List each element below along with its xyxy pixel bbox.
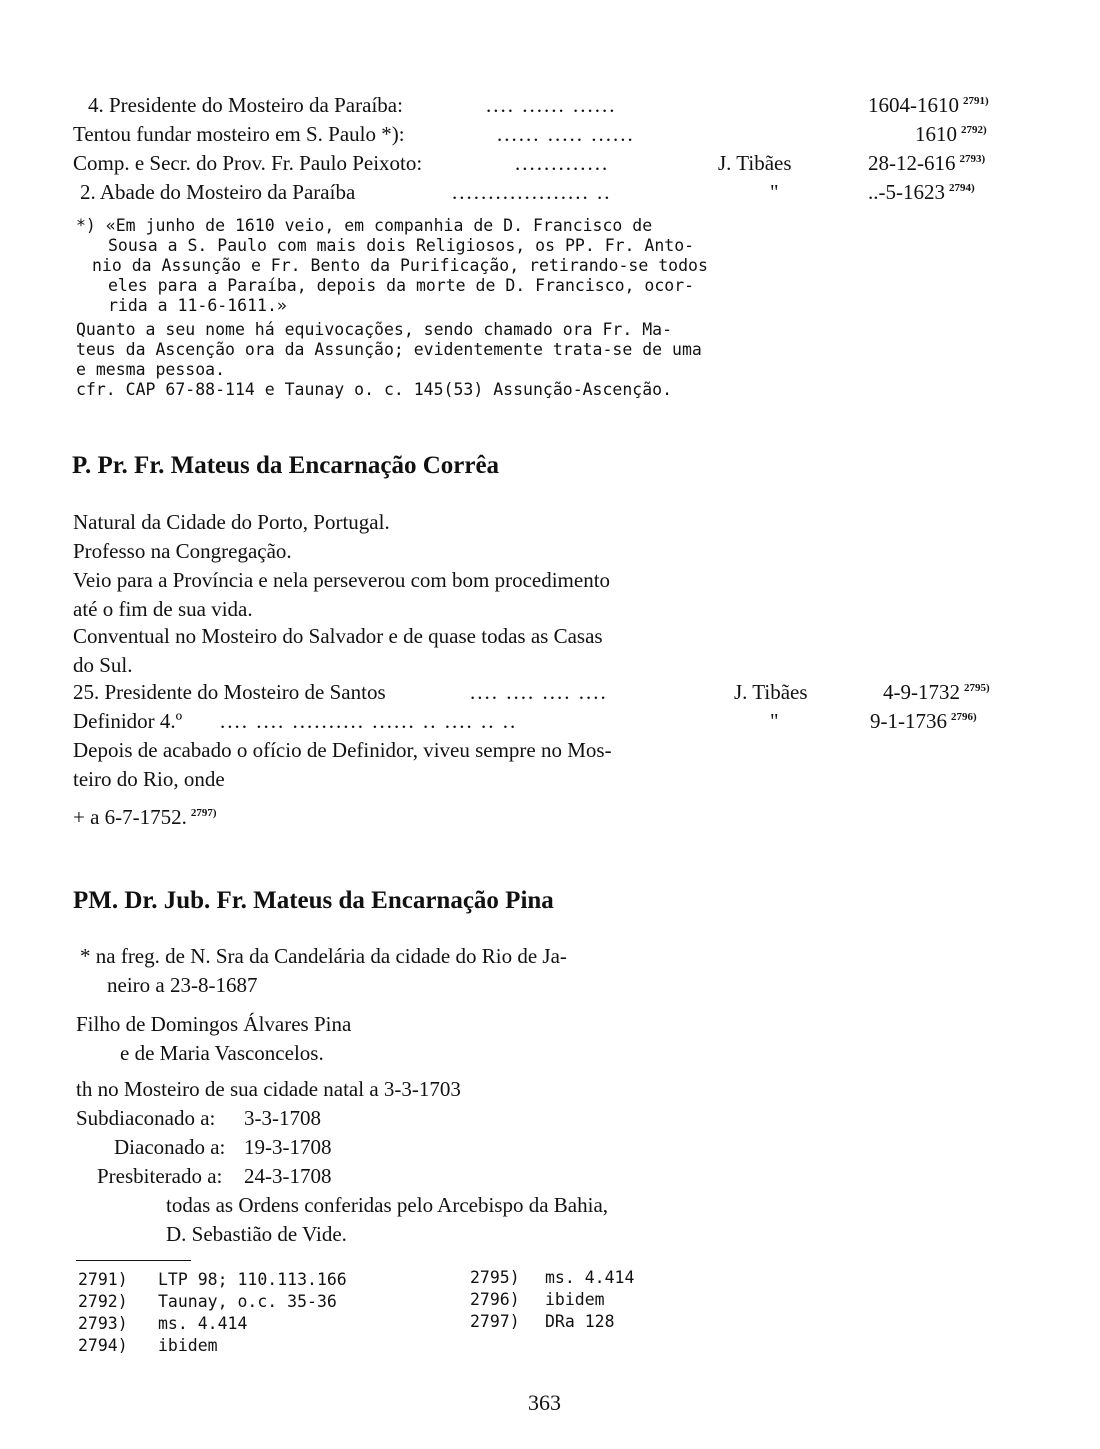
profession-line: th no Mosteiro de sua cidade natal a 3-3-1703 [76,1077,461,1101]
birth-line: * na freg. de N. Sra da Candelária da cidade do Rio de Ja- [80,944,567,968]
footnote-text: ibidem [158,1336,218,1355]
footnote-ref: 2793) [959,153,986,165]
office-date-cell [883,680,990,705]
footnote-number: 2792) [78,1292,128,1311]
top-row-label: 2. Abade do Mosteiro da Paraíba [80,180,356,204]
top-row-date-cell [868,151,985,176]
body-line: Professo na Congregação. [73,539,292,563]
note-line: eles para a Paraíba, depois da morte de D. Francisco, ocor- [108,276,695,295]
top-row-date: 28-12-616 [868,151,956,175]
footnote-number: 2795) [470,1268,520,1287]
footnote-text: DRa 128 [545,1312,615,1331]
note-line: *) «Em junho de 1610 veio, em companhia de D. Francisco de [76,216,653,235]
footnote-number: 2797) [470,1312,520,1331]
note-line: Sousa a S. Paulo com mais dois Religiosos, os PP. Fr. Anto- [108,236,695,255]
top-row-date-cell [915,122,987,147]
orders-note: D. Sebastião de Vide. [166,1222,347,1246]
office-leader: .... .... .......... ...... .. .... .. .. [220,709,518,733]
footnote-ref: 2791) [963,95,989,107]
footnote-text: Taunay, o.c. 35-36 [158,1292,337,1311]
office-date-cell [870,709,977,734]
footnote-ref: 2794) [949,182,975,194]
order-date: 24-3-1708 [244,1164,332,1188]
parents-line: e de Maria Vasconcelos. [120,1041,324,1065]
note-line: Quanto a seu nome há equivocações, sendo chamado ora Fr. Ma- [76,320,673,339]
birth-line: neiro a 23-8-1687 [107,973,258,997]
top-row-leader: .... ...... ...... [486,93,617,117]
top-row-label: Comp. e Secr. do Prov. Fr. Paulo Peixoto: [73,151,423,175]
footnote-number: 2794) [78,1336,128,1355]
death-date: + a 6-7-1752. [73,805,187,829]
death-line [73,805,217,830]
note-line: cfr. CAP 67-88-114 e Taunay o. c. 145(53) Assunção-Ascenção. [76,380,673,399]
note-line: rida a 11-6-1611.» [108,296,287,315]
body-line: Conventual no Mosteiro do Salvador e de quase todas as Casas [73,624,603,648]
footnote-number: 2793) [78,1314,128,1333]
office-leader: .... .... .... .... [470,680,608,704]
parents-line: Filho de Domingos Álvares Pina [76,1012,352,1036]
order-date: 19-3-1708 [244,1135,332,1159]
footnote-text: ms. 4.414 [158,1314,248,1333]
top-row-leader: ................... .. [452,180,612,204]
body-line: Natural da Cidade do Porto, Portugal. [73,510,390,534]
footnote-rule [76,1260,191,1261]
body-line: Depois de acabado o ofício de Definidor, viveu sempre no Mos- [73,738,612,762]
body-line: até o fim de sua vida. [73,597,253,621]
footnote-text: ms. 4.414 [545,1268,635,1287]
note-line: nio da Assunção e Fr. Bento da Purificação, retirando-se todos [92,256,708,275]
order-label: Presbiterado a: [97,1164,223,1188]
order-label: Subdiaconado a: [76,1106,216,1130]
office-date: 4-9-1732 [883,680,960,704]
body-line: teiro do Rio, onde [73,767,225,791]
order-label: Diaconado a: [114,1135,226,1159]
page-number: 363 [528,1390,561,1415]
top-row-place: " [770,180,779,204]
top-row-date: ..-5-1623 [868,180,945,204]
top-row-date-cell [868,180,975,205]
body-line: do Sul. [73,653,133,677]
footnote-ref: 2796) [951,711,977,723]
office-place: J. Tibães [734,680,808,704]
order-date: 3-3-1708 [244,1106,321,1130]
orders-note: todas as Ordens conferidas pelo Arcebispo da Bahia, [166,1193,609,1217]
note-line: teus da Ascenção ora da Assunção; evidentemente trata-se de uma [76,340,702,359]
top-row-label: 4. Presidente do Mosteiro da Paraíba: [88,93,403,117]
top-row-leader: ...... ..... ...... [497,122,635,146]
office-date: 9-1-1736 [870,709,947,733]
note-line: e mesma pessoa. [76,360,226,379]
footnote-ref: 2795) [964,682,990,694]
footnote-number: 2791) [78,1270,128,1289]
footnote-number: 2796) [470,1290,520,1309]
top-row-place: J. Tibães [718,151,792,175]
top-row-leader: ............. [515,151,610,175]
section-heading: PM. Dr. Jub. Fr. Mateus da Encarnação Pina [73,887,554,914]
footnote-ref: 2792) [961,124,987,136]
top-row-label: Tentou fundar mosteiro em S. Paulo *): [73,122,405,146]
footnote-ref: 2797) [190,807,217,819]
office-label: Definidor 4.º [73,709,183,733]
top-row-date: 1604-1610 [868,93,959,117]
body-line: Veio para a Província e nela perseverou com bom procedimento [73,568,611,592]
office-label: 25. Presidente do Mosteiro de Santos [73,680,386,704]
top-row-date-cell [868,93,989,118]
section-heading: P. Pr. Fr. Mateus da Encarnação Corrêa [72,452,500,479]
office-place: " [770,709,779,733]
top-row-date: 1610 [915,122,957,146]
footnote-text: LTP 98; 110.113.166 [158,1270,347,1289]
footnote-text: ibidem [545,1290,605,1309]
